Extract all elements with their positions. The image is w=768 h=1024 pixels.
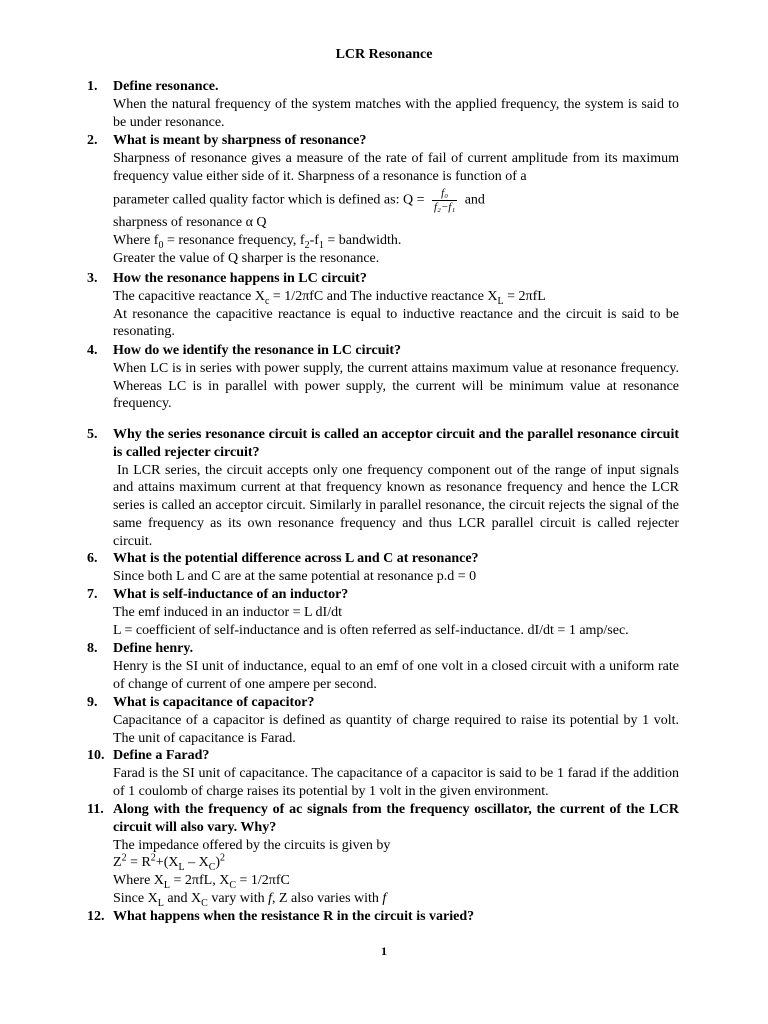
answer-text: The emf induced in an inductor = L dI/dt <box>113 604 342 620</box>
impedance-formula: $Z^2 = R^2+(X_L - X_C)^2$ <box>113 852 226 874</box>
question-number: 7. <box>87 587 98 602</box>
question-text: Define henry. <box>113 641 194 656</box>
question-text: How the resonance happens in LC circuit? <box>113 271 367 286</box>
question-text: Along with the frequency of ac signals from the frequency oscillator, the current of the LCR circuit will also vary. Why? <box>113 802 679 835</box>
answer-text: Henry is the SI unit of inductance, equal to an emf of one volt in a closed circuit with a uniform rate of change of current of one ampere per second. <box>113 658 679 692</box>
qa-item-3 <box>87 270 679 341</box>
qa-item-9 <box>87 694 679 747</box>
answer-text: In LCR series, the circuit accepts only one frequency component out of the range of input signals and attains maximum current at that frequency known as resonance frequency and hence the LCR series is called an acceptor circuit. Similarly in parallel resonance, the circuit rejects the signal of the same frequency as its own resonance frequency and thus LCR parallel circuit is called rejecter circuit. <box>113 462 679 549</box>
qa-item-6 <box>87 550 679 586</box>
question-text: What is self-inductance of an inductor? <box>113 587 349 602</box>
question-number: 1. <box>87 79 98 94</box>
answer-text: Farad is the SI unit of capacitance. The capacitance of a capacitor is said to be 1 farad if the addition of 1 coulomb of charge raises its potential by 1 volt in the given environment. <box>113 765 679 799</box>
answer-text: At resonance the capacitive reactance is equal to inductive reactance and the circuit is said to be resonating. <box>113 306 679 340</box>
quality-factor-fraction: $\frac{\text{f₀}}{\text{f₂−f₁}}$ <box>434 187 456 214</box>
question-number: 5. <box>87 427 98 442</box>
question-text: What happens when the resistance R in the circuit is varied? <box>113 909 475 924</box>
answer-text: Greater the value of Q sharper is the resonance. <box>113 250 380 266</box>
question-number: 9. <box>87 695 98 710</box>
question-number: 4. <box>87 343 98 358</box>
answer-text: When the natural frequency of the system matches with the applied frequency, the system is said to be under resonance. <box>113 96 679 130</box>
answer-text: Where $f_0$ = resonance frequency, $f_2-f_1$ = bandwidth. <box>113 233 402 251</box>
question-number: 10. <box>87 748 105 763</box>
qa-item-7 <box>87 586 679 639</box>
question-text: What is capacitance of capacitor? <box>113 695 315 710</box>
answer-text: L = coefficient of self-inductance and is often referred as self-inductance. dI/dt = 1 amp/sec. <box>113 622 629 638</box>
qa-item-11 <box>87 801 679 908</box>
answer-text: Since both L and C are at the same potential at resonance p.d = 0 <box>113 568 477 584</box>
question-number: 11. <box>87 802 104 817</box>
question-number: 3. <box>87 271 98 286</box>
answer-text: The capacitive reactance $X_c = 1/2\pi fC$ and The inductive reactance $X_L = 2\pi fL$ <box>113 288 546 307</box>
qa-item-8 <box>87 640 679 693</box>
question-number: 6. <box>87 551 98 566</box>
answer-text: Capacitance of a capacitor is defined as quantity of charge required to raise its potential by 1 volt. The unit of capacitance is Farad. <box>113 712 679 746</box>
answer-text: When LC is in series with power supply, the current attains maximum value at resonance frequency. Whereas LC is in parallel with power supply, the current will be minimum value at resonance frequency. <box>113 360 679 412</box>
question-number: 8. <box>87 641 98 656</box>
answer-text: Where $X_L = 2\pi fL$, $X_C = 1/2\pi fC$ <box>113 873 290 891</box>
answer-text: Since $X_L$ and $X_C$ vary with f, Z also varies with f <box>113 890 387 909</box>
question-number: 12. <box>87 909 105 924</box>
quality-factor-line: parameter called quality factor which is defined as: Q = $\frac{\text{f₀}}{\text{f₂−f₁}}$ and <box>113 187 485 214</box>
question-text: What is the potential difference across L and C at resonance? <box>113 551 479 566</box>
qa-item-5 <box>87 426 679 551</box>
question-text: What is meant by sharpness of resonance? <box>113 133 367 148</box>
question-text: Define a Farad? <box>113 748 210 763</box>
qa-item-2 <box>87 132 679 268</box>
page-title: LCR Resonance <box>335 47 433 62</box>
qa-item-12 <box>87 908 679 926</box>
qa-item-10 <box>87 747 679 800</box>
question-text: How do we identify the resonance in LC circuit? <box>113 343 402 358</box>
question-number: 2. <box>87 133 98 148</box>
question-text: Define resonance. <box>113 79 219 94</box>
page-number: 1 <box>381 944 387 958</box>
question-text: Why the series resonance circuit is called an acceptor circuit and the parallel resonance circuit is called rejecter circuit? <box>113 427 679 460</box>
qa-item-4 <box>87 342 679 413</box>
answer-text: Sharpness of resonance gives a measure of the rate of fail of current amplitude from its maximum frequency value either side of it. Sharpness of a resonance is function of a <box>113 150 679 184</box>
answer-text: sharpness of resonance α Q <box>113 215 267 231</box>
answer-text: The impedance offered by the circuits is given by <box>113 837 391 853</box>
qa-item-1 <box>87 78 679 131</box>
